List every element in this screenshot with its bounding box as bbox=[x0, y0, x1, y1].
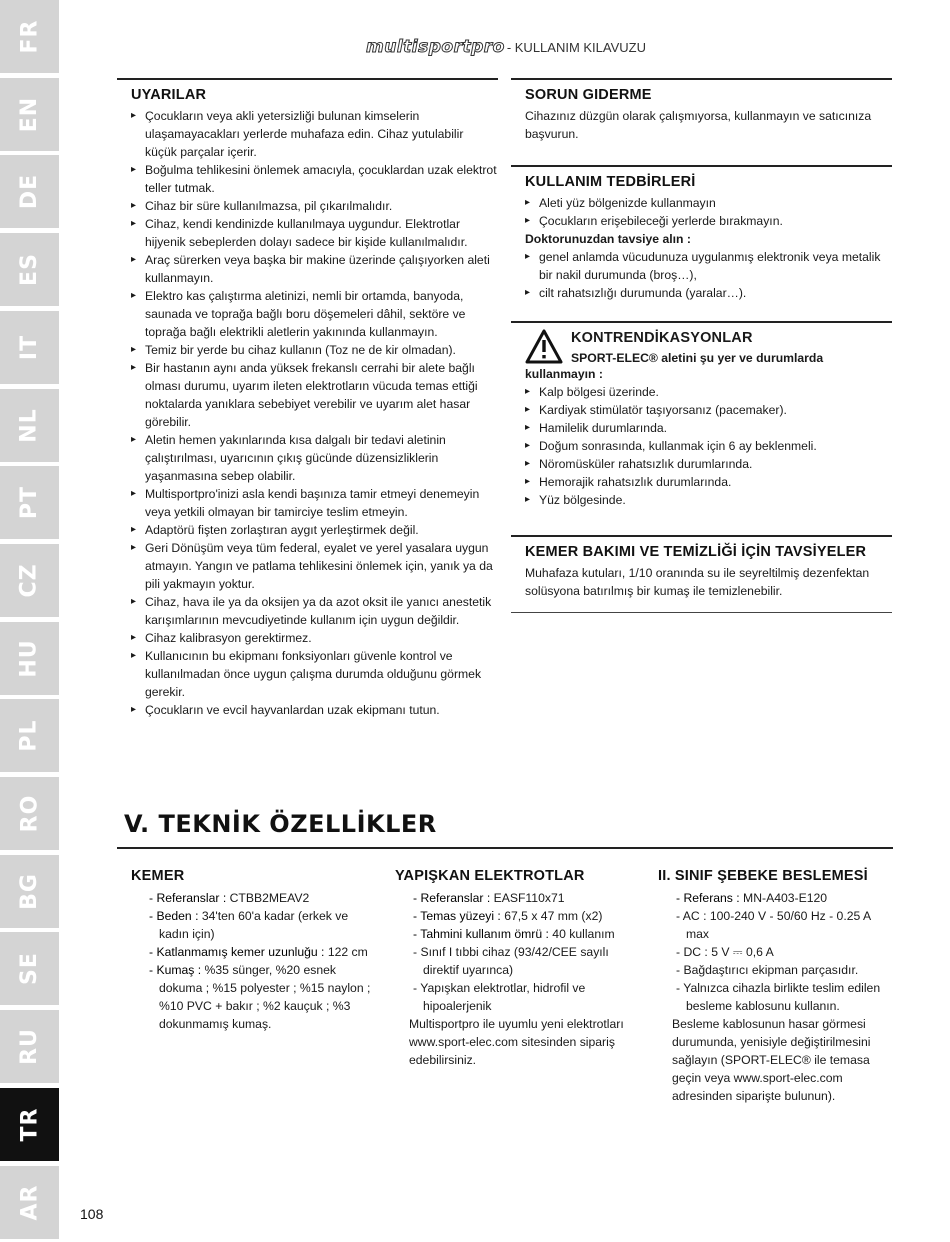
warning-item: ▸ Cihaz kalibrasyon gerektirmez. bbox=[131, 629, 498, 647]
spec-item bbox=[658, 889, 893, 907]
belt-specs-title: KEMER bbox=[131, 868, 185, 884]
language-tab-nl[interactable] bbox=[0, 389, 59, 462]
section-divider bbox=[117, 78, 498, 80]
contraindication-item: ▸ Kardiyak stimülatör taşıyorsanız (pacemaker). bbox=[525, 401, 892, 419]
precautions-section bbox=[511, 165, 892, 302]
language-tab-fr[interactable] bbox=[0, 0, 59, 73]
language-tab-label: TR bbox=[16, 1107, 42, 1142]
warning-item: ▸ Cihaz bir süre kullanılmazsa, pil çıkarılmalıdır. bbox=[131, 197, 498, 215]
section-divider bbox=[511, 78, 892, 80]
contraindications-section bbox=[511, 321, 892, 509]
spec-item bbox=[395, 925, 625, 943]
warning-item: ▸ Kullanıcının bu ekipmanı fonksiyonları güvenle kontrol ve kullanılmadan önce uygun çalışma durumda olduğunu görmek gerekir. bbox=[131, 647, 498, 701]
spec-value: %35 sünger, %20 esnek dokuma ; %15 polyester ; %15 naylon ; %10 PVC + bakır ; %2 kauçuk ; %3 dokunmamış kumaş. bbox=[159, 963, 371, 1031]
page-number: 108 bbox=[80, 1206, 104, 1222]
multisportpro-logo: multisportpro bbox=[366, 37, 505, 57]
section-divider bbox=[511, 165, 892, 167]
spec-item bbox=[658, 907, 893, 943]
section-divider bbox=[117, 847, 893, 849]
contraindication-item: ▸ Hemorajik rahatsızlık durumlarında. bbox=[525, 473, 892, 491]
spec-label: - Kumaş : bbox=[149, 963, 202, 977]
belt-specs-list bbox=[131, 889, 376, 1033]
spec-label: - Tahmini kullanım ömrü : bbox=[413, 927, 549, 941]
spec-label: - Referanslar : bbox=[413, 891, 491, 905]
spec-value: - AC : 100-240 V - 50/60 Hz - 0.25 A max bbox=[676, 909, 871, 941]
language-tab-label: ES bbox=[17, 253, 42, 287]
language-tab-en[interactable] bbox=[0, 78, 59, 151]
section-divider bbox=[511, 535, 892, 537]
language-tab-label: RU bbox=[17, 1028, 42, 1065]
language-tab-label: AR bbox=[17, 1184, 42, 1220]
warning-item: ▸ Araç sürerken veya başka bir makine üzerinde çalışıyorken aleti kullanmayın. bbox=[131, 251, 498, 287]
warnings-title: UYARILAR bbox=[131, 87, 207, 103]
belt-care-text: Muhafaza kutuları, 1/10 oranında su ile seyreltilmiş dezenfektan solüsyona batırılmış bir kumaş ile temizlenebilir. bbox=[525, 566, 870, 598]
power-specs bbox=[658, 860, 893, 1105]
warnings-list bbox=[117, 107, 498, 719]
page-header bbox=[366, 37, 646, 57]
spec-value: - Bağdaştırıcı ekipman parçasıdır. bbox=[676, 963, 859, 977]
tech-specs-title: V. TEKNİK ÖZELLİKLER bbox=[124, 810, 437, 838]
spec-value: 34'ten 60'a kadar (erkek ve kadın için) bbox=[159, 909, 349, 941]
spec-item bbox=[131, 961, 376, 1033]
language-tab-label: DE bbox=[16, 174, 42, 210]
belt-specs bbox=[131, 860, 376, 1033]
section-divider bbox=[511, 612, 892, 613]
language-tab-label: RO bbox=[17, 794, 42, 833]
language-tab-label: PL bbox=[17, 719, 42, 752]
spec-item bbox=[131, 943, 376, 961]
language-tab-tr[interactable] bbox=[0, 1088, 59, 1161]
warning-item: ▸ Çocukların ve evcil hayvanlardan uzak ekipmanı tutun. bbox=[131, 701, 498, 719]
language-tab-label: CZ bbox=[16, 563, 42, 598]
spec-label: - Referanslar : bbox=[149, 891, 227, 905]
spec-item bbox=[658, 961, 893, 979]
language-tab-label: HU bbox=[17, 638, 42, 678]
language-tab-se[interactable] bbox=[0, 932, 59, 1005]
spec-value: - Yapışkan elektrotlar, hidrofil ve hipoalerjenik bbox=[413, 981, 586, 1013]
spec-value: - Yalnızca cihazla birlikte teslim edilen besleme kablosunu kullanın. bbox=[676, 981, 881, 1013]
spec-value: 40 kullanım bbox=[548, 927, 615, 941]
header-subtitle: - KULLANIM KILAVUZU bbox=[506, 39, 646, 55]
language-tab-label: SE bbox=[17, 952, 42, 986]
warning-item: ▸ Adaptörü fişten zorlaştıran aygıt yerleştirmek değil. bbox=[131, 521, 498, 539]
spec-value: - DC : 5 V ⎓ 0,6 A bbox=[676, 945, 774, 959]
language-tab-label: BG bbox=[16, 872, 42, 910]
language-tab-label: FR bbox=[17, 19, 42, 54]
spec-label: - Katlanmamış kemer uzunluğu : bbox=[149, 945, 325, 959]
warning-item: ▸ Çocukların veya akli yetersizliği bulunan kimselerin ulaşamayacakları yerlerde muhafaza edin. Cihaz yutulabilir küçük parçalar içerir. bbox=[131, 107, 498, 161]
doctor-advice-item: ▸ genel anlamda vücudunuza uygulanmış elektronik veya metalik bir nakil durumunda (broş…), bbox=[525, 248, 892, 284]
electrodes-specs bbox=[395, 860, 625, 1069]
language-tab-label: PT bbox=[16, 486, 42, 520]
precaution-item: ▸ Çocukların erişebileceği yerlerde bırakmayın. bbox=[525, 212, 892, 230]
section-divider bbox=[511, 321, 892, 323]
warning-item: ▸ Bir hastanın aynı anda yüksek frekanslı cerrahi bir alete bağlı olması durumu, uyarım ileten elektrotların vücuda temas ettiği noktalarda yanıklara sebebiyet verebilir ve uyarım alet hasar görebilir. bbox=[131, 359, 498, 431]
language-tab-label: IT bbox=[16, 334, 42, 360]
troubleshooting-section bbox=[511, 78, 892, 143]
warning-triangle-icon bbox=[525, 329, 563, 365]
warning-item: ▸ Temiz bir yerde bu cihaz kullanın (Toz ne de kir olmadan). bbox=[131, 341, 498, 359]
spec-item bbox=[131, 889, 376, 907]
spec-value: CTBB2MEAV2 bbox=[226, 891, 310, 905]
contraindication-item: ▸ Kalp bölgesi üzerinde. bbox=[525, 383, 892, 401]
spec-label: - Beden : bbox=[149, 909, 199, 923]
language-tab-ar[interactable] bbox=[0, 1166, 59, 1239]
spec-item bbox=[658, 943, 893, 961]
belt-care-section bbox=[511, 535, 892, 613]
language-tab-es[interactable] bbox=[0, 233, 59, 306]
power-note: Besleme kablosunun hasar görmesi durumunda, yenisiyle değiştirilmesini sağlayın (SPORT-ELEC® ile temasa geçin veya www.sport-elec.com adresinden siparişte bulunun). bbox=[672, 1017, 871, 1103]
spec-item bbox=[395, 907, 625, 925]
spec-value: EASF110x71 bbox=[490, 891, 565, 905]
language-tab-bg[interactable] bbox=[0, 855, 59, 928]
contraindication-item: ▸ Nöromüsküler rahatsızlık durumlarında. bbox=[525, 455, 892, 473]
spec-value: 67,5 x 47 mm (x2) bbox=[500, 909, 603, 923]
language-tab-label: NL bbox=[17, 407, 42, 443]
doctor-advice-item: ▸ cilt rahatsızlığı durumunda (yaralar…). bbox=[525, 284, 892, 302]
language-tab-pl[interactable] bbox=[0, 699, 59, 772]
power-specs-title: II. SINIF ŞEBEKE BESLEMESİ bbox=[658, 868, 868, 884]
language-tab-label: EN bbox=[16, 96, 42, 132]
spec-value: - Sınıf I tıbbi cihaz (93/42/CEE sayılı direktif uyarınca) bbox=[413, 945, 609, 977]
electrodes-specs-list bbox=[395, 889, 625, 1015]
spec-item bbox=[395, 943, 625, 979]
language-tab-cz[interactable] bbox=[0, 544, 59, 617]
warning-item: ▸ Elektro kas çalıştırma aletinizi, nemli bir ortamda, banyoda, saunada ve toprağa bağlı boru döşemeleri dâhil, sektöre ve toprağa bağlı elektrikli aletlerin yakınında kullanmayın. bbox=[131, 287, 498, 341]
contraindications-subtitle: SPORT-ELEC® aletini şu yer ve durumlarda bbox=[571, 351, 824, 365]
power-specs-list bbox=[658, 889, 893, 1015]
language-tab-hu[interactable] bbox=[0, 622, 59, 695]
warning-item: ▸ Geri Dönüşüm veya tüm federal, eyalet ve yerel yasalara uygun atmayın. Yangın ve patlama tehlikesini önlemek için, yanık ya da pili yakmayın yoktur. bbox=[131, 539, 498, 593]
troubleshooting-title: SORUN GIDERME bbox=[525, 87, 652, 103]
belt-care-title: KEMER BAKIMI VE TEMİZLİĞİ İÇİN TAVSİYELER bbox=[525, 544, 867, 560]
spec-value: 122 cm bbox=[324, 945, 368, 959]
troubleshooting-text: Cihazınız düzgün olarak çalışmıyorsa, kullanmayın ve satıcınıza başvurun. bbox=[525, 109, 872, 141]
contraindication-item: ▸ Hamilelik durumlarında. bbox=[525, 419, 892, 437]
language-tab-it[interactable] bbox=[0, 311, 59, 384]
language-tab-ro[interactable] bbox=[0, 777, 59, 850]
contraindications-list bbox=[511, 383, 892, 509]
warning-item: ▸ Boğulma tehlikesini önlemek amacıyla, çocuklardan uzak elektrot teller tutmak. bbox=[131, 161, 498, 197]
warnings-section bbox=[117, 78, 498, 719]
spec-label: - Temas yüzeyi : bbox=[413, 909, 501, 923]
contraindication-item: ▸ Yüz bölgesinde. bbox=[525, 491, 892, 509]
contraindications-title: KONTRENDİKASYONLAR bbox=[571, 330, 753, 346]
doctor-heading: Doktorunuzdan tavsiye alın : bbox=[525, 232, 691, 246]
precaution-item: ▸ Aleti yüz bölgenizde kullanmayın bbox=[525, 194, 892, 212]
electrodes-specs-title: YAPIŞKAN ELEKTROTLAR bbox=[395, 868, 585, 884]
warning-item: ▸ Aletin hemen yakınlarında kısa dalgalı bir tedavi aletinin çalıştırılması, uyarıcının çıkış gücünde düzensizliklerin yaşanmasına sebep olabilir. bbox=[131, 431, 498, 485]
language-tab-pt[interactable] bbox=[0, 466, 59, 539]
spec-item bbox=[395, 979, 625, 1015]
language-sidebar bbox=[0, 0, 59, 1242]
contraindications-subtitle-cont: kullanmayın : bbox=[525, 367, 603, 381]
precautions-list bbox=[511, 194, 892, 230]
warning-item: ▸ Multisportpro'inizi asla kendi başınıza tamir etmeyi denemeyin veya yetkili olmayan bir tamirciye teslim etmeyin. bbox=[131, 485, 498, 521]
spec-item bbox=[395, 889, 625, 907]
spec-item bbox=[658, 979, 893, 1015]
electrodes-note: Multisportpro ile uyumlu yeni elektrotları www.sport-elec.com sitesinden sipariş edebilirsiniz. bbox=[409, 1017, 624, 1067]
warning-item: ▸ Cihaz, hava ile ya da oksijen ya da azot oksit ile yanıcı anestetik karışımlarının mevcudiyetinde kullanım için uygun değildir. bbox=[131, 593, 498, 629]
contraindication-item: ▸ Doğum sonrasında, kullanmak için 6 ay beklenmeli. bbox=[525, 437, 892, 455]
doctor-advice-list bbox=[511, 248, 892, 302]
spec-item bbox=[131, 907, 376, 943]
precautions-title: KULLANIM TEDBİRLERİ bbox=[525, 174, 696, 190]
spec-value: MN-A403-E120 bbox=[739, 891, 828, 905]
warning-item: ▸ Cihaz, kendi kendinizde kullanılmaya uygundur. Elektrotlar hijyenik sebeplerden dolayı sadece bir kişide kullanılmalıdır. bbox=[131, 215, 498, 251]
spec-label: - Referans : bbox=[676, 891, 740, 905]
language-tab-ru[interactable] bbox=[0, 1010, 59, 1083]
language-tab-de[interactable] bbox=[0, 155, 59, 228]
